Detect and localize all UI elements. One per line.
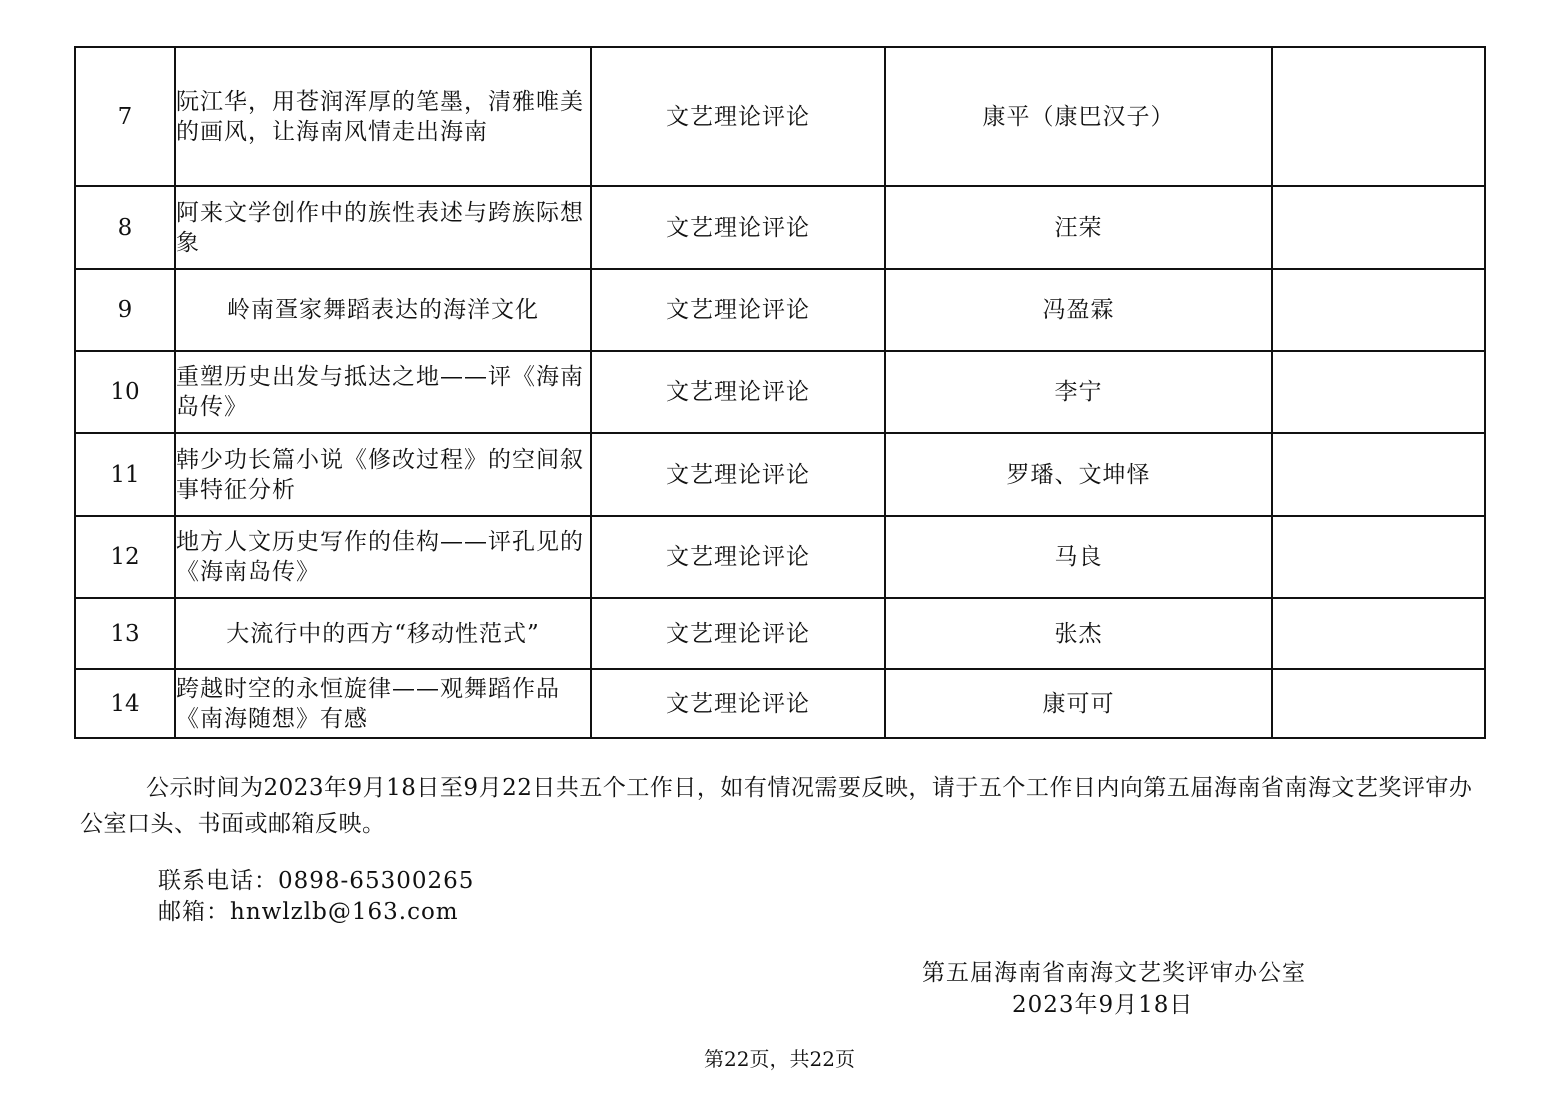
work-author: 罗璠、文坤怿 xyxy=(885,433,1272,516)
work-author: 汪荣 xyxy=(885,186,1272,269)
page-footer: 第22页，共22页 xyxy=(704,1047,855,1071)
work-title: 大流行中的西方“移动性范式” xyxy=(175,598,591,669)
table-row xyxy=(75,47,1485,186)
table-row xyxy=(75,669,1485,738)
table-row xyxy=(75,433,1485,516)
row-number: 7 xyxy=(75,47,175,186)
work-note xyxy=(1272,47,1485,186)
work-note xyxy=(1272,351,1485,433)
signature-organization: 第五届海南省南海文艺奖评审办公室 xyxy=(922,960,1306,986)
work-title: 阮江华，用苍润浑厚的笔墨，清雅唯美的画风，让海南风情走出海南 xyxy=(175,47,591,186)
work-category: 文艺理论评论 xyxy=(591,47,885,186)
work-note xyxy=(1272,433,1485,516)
work-title: 地方人文历史写作的佳构——评孔见的《海南岛传》 xyxy=(175,516,591,598)
work-category: 文艺理论评论 xyxy=(591,516,885,598)
work-author: 冯盈霖 xyxy=(885,269,1272,351)
contact-phone: 联系电话：0898-65300265 xyxy=(158,868,475,894)
work-category: 文艺理论评论 xyxy=(591,269,885,351)
row-number: 10 xyxy=(75,351,175,433)
work-title: 重塑历史出发与抵达之地——评《海南岛传》 xyxy=(175,351,591,433)
work-title: 韩少功长篇小说《修改过程》的空间叙事特征分析 xyxy=(175,433,591,516)
row-number: 11 xyxy=(75,433,175,516)
table-row xyxy=(75,351,1485,433)
work-category: 文艺理论评论 xyxy=(591,669,885,738)
work-author: 康平（康巴汉子） xyxy=(885,47,1272,186)
contact-email: 邮箱：hnwlzlb@163.com xyxy=(158,899,459,925)
work-title: 阿来文学创作中的族性表述与跨族际想象 xyxy=(175,186,591,269)
work-author: 康可可 xyxy=(885,669,1272,738)
work-category: 文艺理论评论 xyxy=(591,433,885,516)
work-author: 张杰 xyxy=(885,598,1272,669)
table-row xyxy=(75,516,1485,598)
awards-table xyxy=(74,46,1486,739)
row-number: 12 xyxy=(75,516,175,598)
row-number: 8 xyxy=(75,186,175,269)
signature-date: 2023年9月18日 xyxy=(1012,992,1194,1018)
publicity-notice: 公示时间为2023年9月18日至9月22日共五个工作日，如有情况需要反映，请于五个工作日内向第五届海南省南海文艺奖评审办公室口头、书面或邮箱反映。 xyxy=(80,775,1473,837)
work-author: 李宁 xyxy=(885,351,1272,433)
work-title: 跨越时空的永恒旋律——观舞蹈作品《南海随想》有感 xyxy=(175,669,591,738)
work-note xyxy=(1272,669,1485,738)
table-row xyxy=(75,186,1485,269)
work-note xyxy=(1272,186,1485,269)
work-note xyxy=(1272,269,1485,351)
work-author: 马良 xyxy=(885,516,1272,598)
table-row xyxy=(75,598,1485,669)
work-category: 文艺理论评论 xyxy=(591,186,885,269)
row-number: 9 xyxy=(75,269,175,351)
work-category: 文艺理论评论 xyxy=(591,351,885,433)
row-number: 13 xyxy=(75,598,175,669)
work-category: 文艺理论评论 xyxy=(591,598,885,669)
table-row xyxy=(75,269,1485,351)
work-title: 岭南疍家舞蹈表达的海洋文化 xyxy=(175,269,591,351)
row-number: 14 xyxy=(75,669,175,738)
work-note xyxy=(1272,598,1485,669)
work-note xyxy=(1272,516,1485,598)
